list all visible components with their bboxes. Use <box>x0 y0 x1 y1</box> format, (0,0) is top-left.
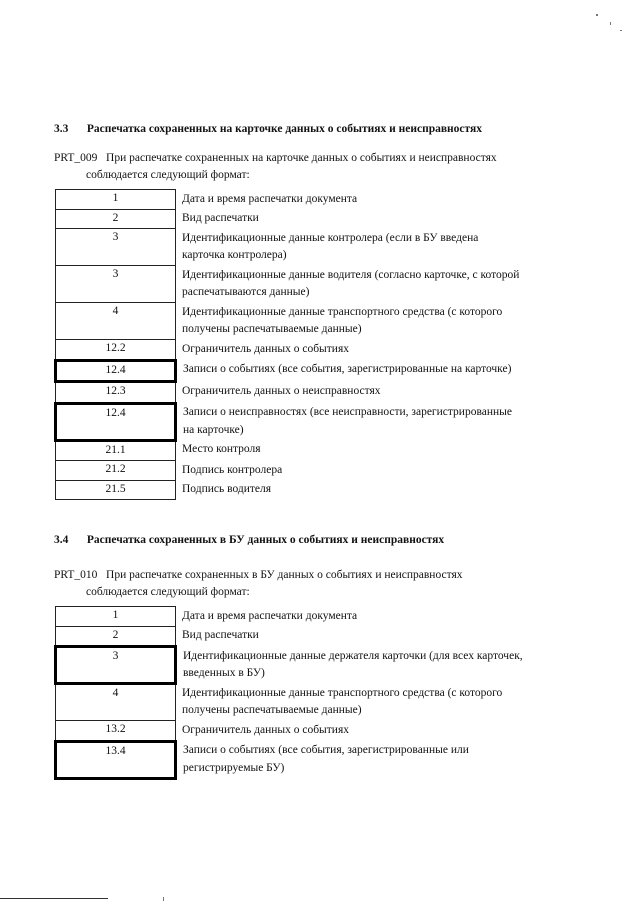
row-code: 21.1 <box>56 440 176 461</box>
row-description: Ограничитель данных о событиях <box>182 342 350 355</box>
section-heading <box>54 123 482 135</box>
paragraph-code: PRT_010 <box>54 569 98 581</box>
table-row <box>56 721 524 742</box>
table-row <box>56 684 524 721</box>
table-row <box>56 340 524 361</box>
paragraph-line: соблюдается следующий формат: <box>86 169 250 181</box>
row-description: Идентификационные данные транспортного средства (с которого получены распечатываемые данные) <box>182 305 503 335</box>
section-heading <box>54 534 444 546</box>
row-description: Вид распечатки <box>182 629 259 641</box>
table-row <box>56 190 524 210</box>
row-code: 1 <box>56 190 176 210</box>
row-description: Записи о событиях (все события, зарегистрированные на карточке) <box>183 363 512 375</box>
row-code: 12.4 <box>56 403 176 440</box>
table-row <box>56 480 524 500</box>
row-description: Идентификационные данные держателя карточки (для всех карточек, введенных в БУ) <box>183 649 523 679</box>
row-description: Идентификационные данные транспортного средства (с которого получены распечатываемые данные) <box>182 686 503 716</box>
table-row <box>56 209 524 229</box>
scan-speck <box>596 14 598 16</box>
row-code: 3 <box>56 229 176 266</box>
table-row <box>56 229 524 266</box>
section-number: 3.3 <box>54 123 69 135</box>
paragraph-code: PRT_009 <box>54 152 98 164</box>
row-code: 13.4 <box>56 741 176 778</box>
section-paragraph <box>54 150 574 184</box>
section-paragraph <box>54 567 574 601</box>
row-description: Дата и время распечатки документа <box>182 192 358 205</box>
row-description: Вид распечатки <box>182 212 259 224</box>
table-row <box>56 440 524 461</box>
row-description: Идентификационные данные водителя (согласно карточке, с которой распечатываются данные) <box>182 268 520 298</box>
section-title: Распечатка сохраненных на карточке данных о событиях и неисправностях <box>86 123 483 135</box>
row-code: 3 <box>56 266 176 303</box>
row-code: 13.2 <box>56 721 176 742</box>
row-code: 12.4 <box>56 360 176 382</box>
row-description: Подпись водителя <box>182 483 272 495</box>
row-description: Записи о неисправностях (все неисправности, зарегистрированные на карточке) <box>183 406 512 436</box>
table-row <box>56 382 524 404</box>
table-row <box>56 626 524 647</box>
row-description: Место контроля <box>182 443 261 455</box>
table-row <box>56 360 524 382</box>
table-row <box>56 303 524 340</box>
row-description: Ограничитель данных о неисправностях <box>182 384 381 397</box>
row-code: 12.2 <box>56 340 176 361</box>
table-row <box>56 461 524 481</box>
scan-speck <box>610 22 611 25</box>
row-code: 2 <box>56 209 176 229</box>
row-code: 2 <box>56 626 176 647</box>
row-description: Ограничитель данных о событиях <box>182 723 350 736</box>
paragraph-line: При распечатке сохраненных в БУ данных о событиях и неисправностях <box>106 569 463 581</box>
row-description: Идентификационные данные контролера (если в БУ введена карточка контролера) <box>182 231 479 261</box>
section-number: 3.4 <box>54 534 69 546</box>
scan-speck <box>620 30 622 31</box>
row-code: 21.5 <box>56 480 176 500</box>
row-code: 4 <box>56 303 176 340</box>
table-row <box>56 607 524 627</box>
row-code: 4 <box>56 684 176 721</box>
footnote-rule <box>0 898 108 899</box>
paragraph-line: соблюдается следующий формат: <box>86 586 250 598</box>
format-table <box>54 606 525 780</box>
format-table <box>54 189 525 500</box>
row-code: 12.3 <box>56 382 176 404</box>
table-row <box>56 647 524 684</box>
row-description: Записи о событиях (все события, зарегистрированные или регистрируемые БУ) <box>183 744 469 774</box>
row-code: 1 <box>56 607 176 627</box>
row-code: 21.2 <box>56 461 176 481</box>
row-description: Дата и время распечатки документа <box>182 609 358 622</box>
table-row <box>56 403 524 440</box>
section-title: Распечатка сохраненных в БУ данных о событиях и неисправностях <box>86 534 445 546</box>
row-code: 3 <box>56 647 176 684</box>
scan-speck <box>163 897 164 901</box>
table-row <box>56 741 524 778</box>
row-description: Подпись контролера <box>182 463 283 476</box>
table-row <box>56 266 524 303</box>
paragraph-line: При распечатке сохраненных на карточке данных о событиях и неисправностях <box>106 152 497 164</box>
